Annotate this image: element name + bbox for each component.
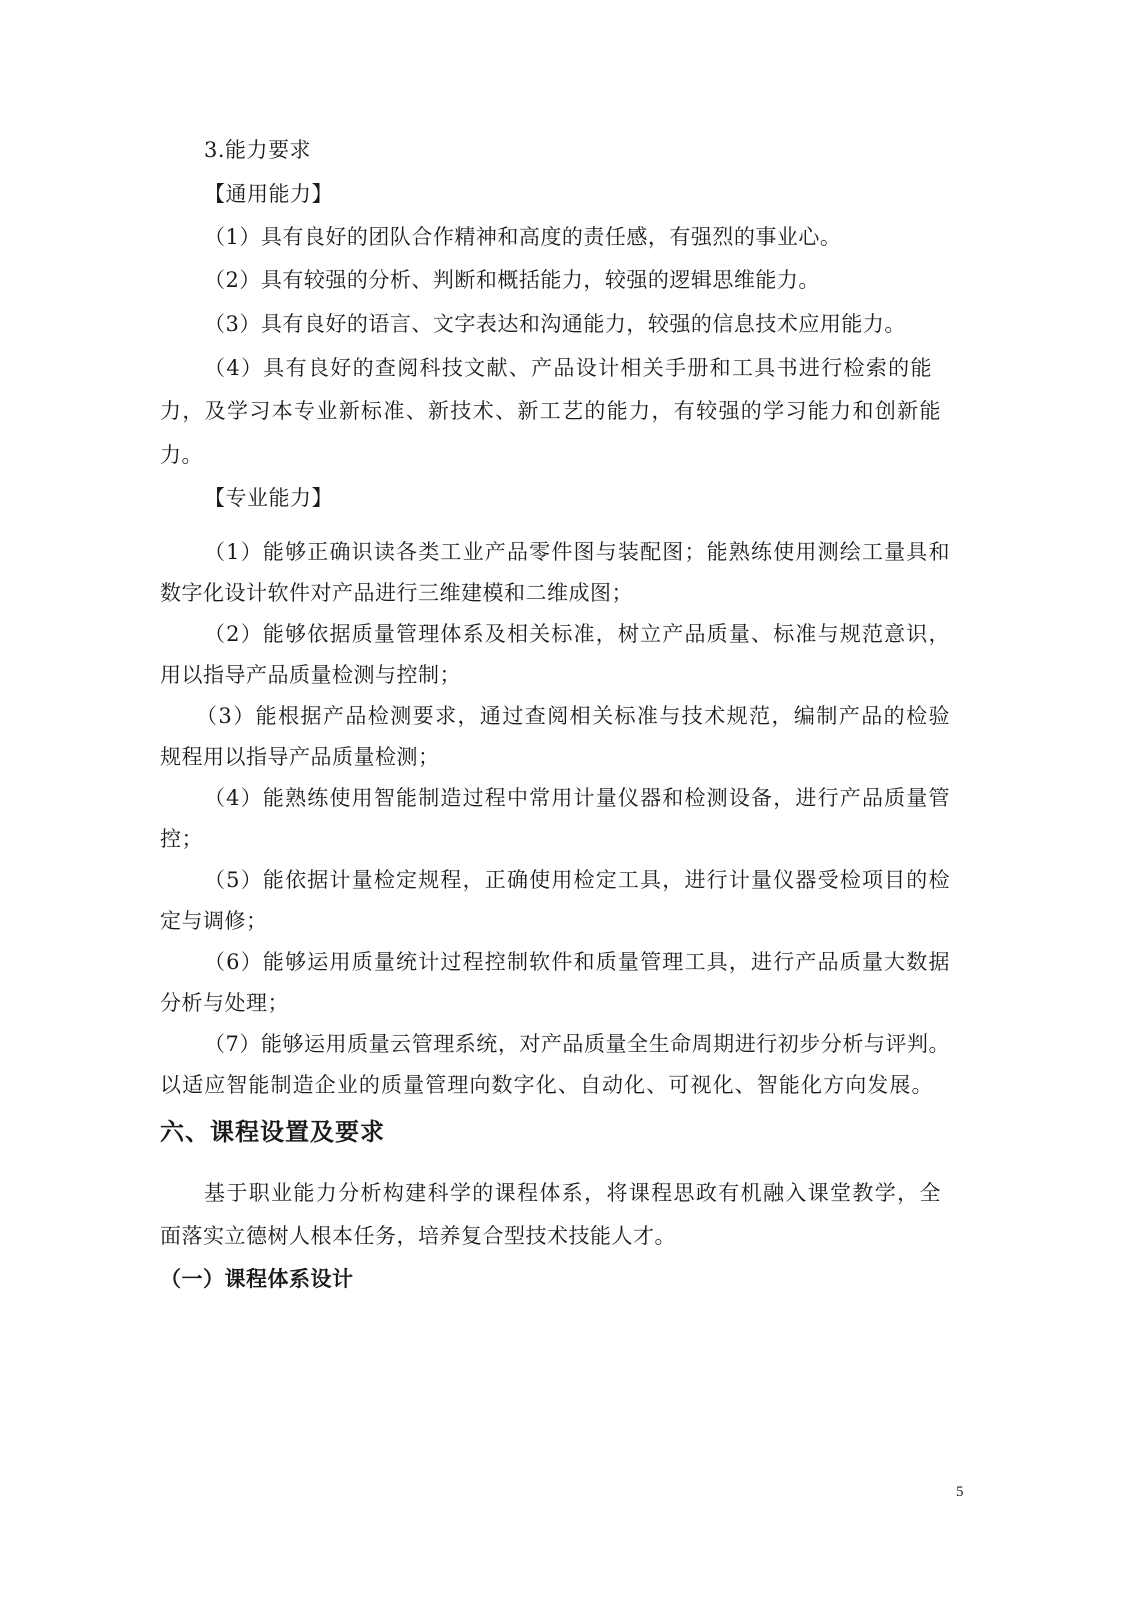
heading-ability-requirements: 3.能力要求	[204, 138, 312, 162]
subsection-course-system-heading: （一）课程体系设计	[160, 1267, 354, 1291]
pro-item-7-line-2: 以适应智能制造企业的质量管理向数字化、自动化、可视化、智能化方向发展。	[160, 1073, 933, 1097]
pro-item-4-line-1: （4）能熟练使用智能制造过程中常用计量仪器和检测设备，进行产品质量管	[204, 786, 950, 810]
page-number: 5	[956, 1484, 964, 1500]
pro-item-1-line-2: 数字化设计软件对产品进行三维建模和二维成图；	[160, 581, 633, 605]
pro-item-6-line-1: （6）能够运用质量统计过程控制软件和质量管理工具，进行产品质量大数据	[204, 950, 950, 974]
pro-item-4-line-2: 控；	[160, 827, 203, 851]
pro-item-3-line-1: （3）能根据产品检测要求，通过查阅相关标准与技术规范，编制产品的检验	[196, 704, 950, 728]
general-item-1: （1）具有良好的团队合作精神和高度的责任感，有强烈的事业心。	[204, 225, 842, 249]
professional-ability-title: 【专业能力】	[204, 486, 333, 510]
general-ability-title: 【通用能力】	[204, 182, 333, 206]
pro-item-5-line-2: 定与调修；	[160, 909, 268, 933]
pro-item-2-line-1: （2）能够依据质量管理体系及相关标准，树立产品质量、标准与规范意识，	[204, 622, 950, 646]
general-item-4-line-1: （4）具有良好的查阅科技文献、产品设计相关手册和工具书进行检索的能	[204, 356, 932, 380]
pro-item-6-line-2: 分析与处理；	[160, 991, 289, 1015]
section-6-intro-line-1: 基于职业能力分析构建科学的课程体系，将课程思政有机融入课堂教学，全	[204, 1181, 941, 1205]
section-6-intro-line-2: 面落实立德树人根本任务，培养复合型技术技能人才。	[160, 1224, 676, 1248]
pro-item-5-line-1: （5）能依据计量检定规程，正确使用检定工具，进行计量仪器受检项目的检	[204, 868, 950, 892]
pro-item-2-line-2: 用以指导产品质量检测与控制；	[160, 663, 461, 687]
section-6-heading: 六、课程设置及要求	[160, 1118, 385, 1146]
pro-item-1-line-1: （1）能够正确识读各类工业产品零件图与装配图；能熟练使用测绘工量具和	[204, 540, 950, 564]
pro-item-3-line-2: 规程用以指导产品质量检测；	[160, 745, 440, 769]
general-item-4-line-3: 力。	[160, 443, 203, 467]
pro-item-7-line-1: （7）能够运用质量云管理系统，对产品质量全生命周期进行初步分析与评判。	[204, 1032, 950, 1056]
general-item-4-line-2: 力，及学习本专业新标准、新技术、新工艺的能力，有较强的学习能力和创新能	[160, 399, 941, 423]
general-item-2: （2）具有较强的分析、判断和概括能力，较强的逻辑思维能力。	[204, 268, 820, 292]
general-item-3: （3）具有良好的语言、文字表达和沟通能力，较强的信息技术应用能力。	[204, 312, 906, 336]
